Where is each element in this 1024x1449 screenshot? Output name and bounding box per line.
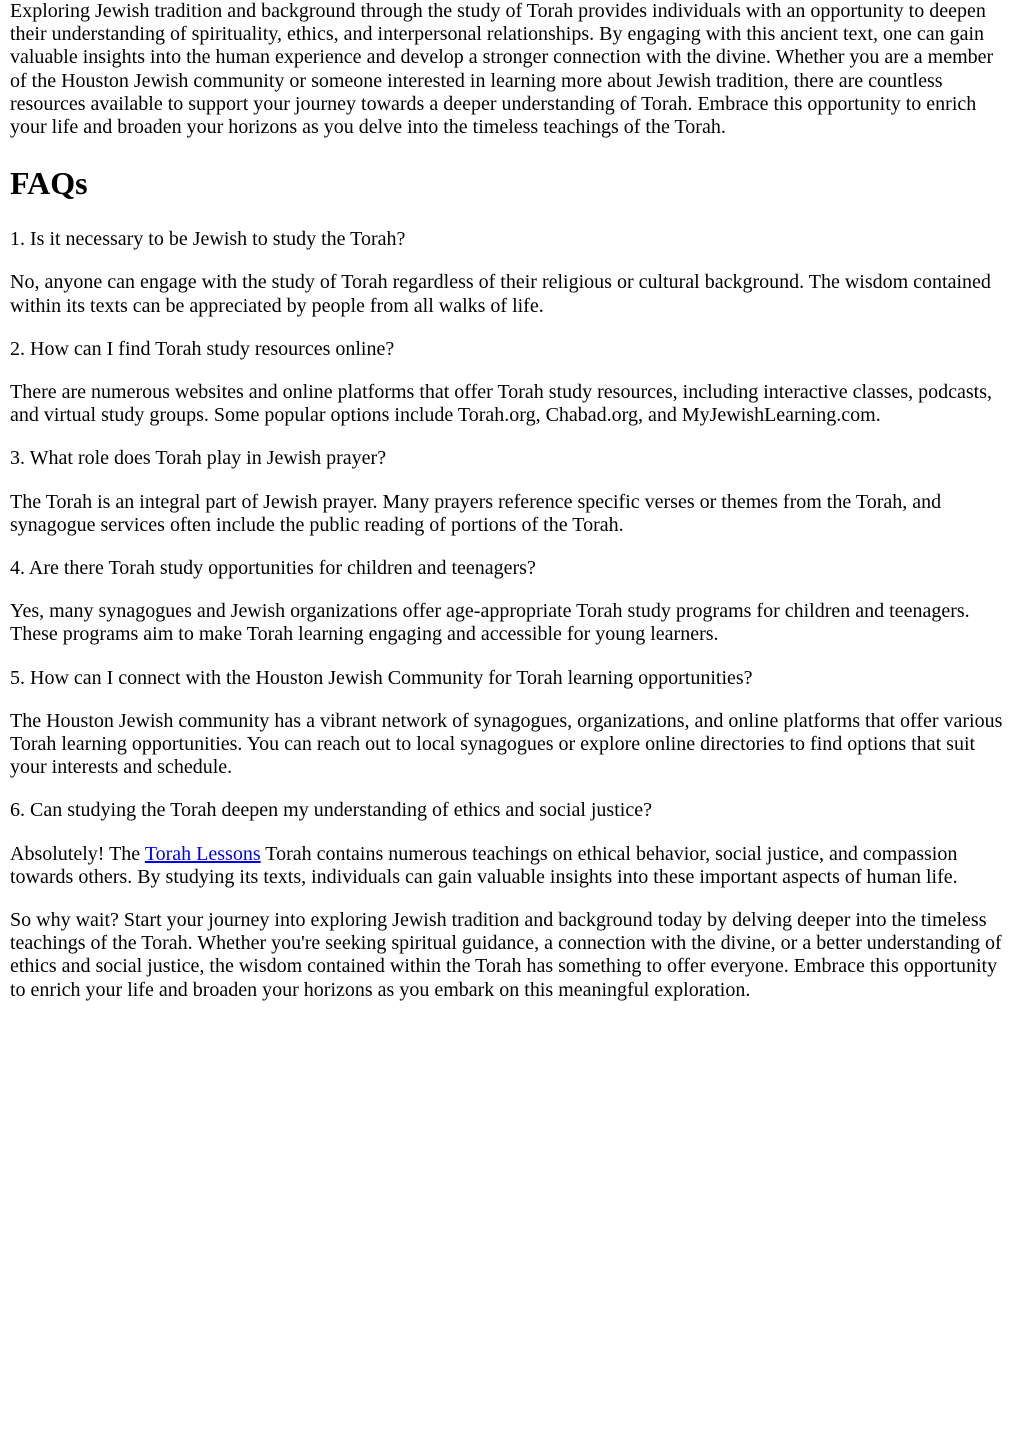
faq-heading: FAQs [10, 165, 88, 202]
faq-question-4: 4. Are there Torah study opportunities for children and teenagers? [10, 557, 536, 580]
faq-answer-6 [10, 843, 1014, 889]
faq-answer-3: The Torah is an integral part of Jewish prayer. Many prayers reference specific verses or themes from the Torah, and synagogue services often include the public reading of portions of the Torah. [10, 490, 942, 536]
faq-answer-6-suffix: Torah contains numerous teachings on ethical behavior, social justice, and compassion towards others. By studying its texts, individuals can gain valuable insights into these important aspects of human life. [10, 842, 958, 888]
faq-answer-6-prefix: Absolutely! The [10, 842, 145, 865]
faq-answer-1: No, anyone can engage with the study of Torah regardless of their religious or cultural background. The wisdom contained within its texts can be appreciated by people from all walks of life. [10, 271, 991, 317]
faq-question-3: 3. What role does Torah play in Jewish prayer? [10, 447, 387, 470]
intro-paragraph: Exploring Jewish tradition and background through the study of Torah provides individuals with an opportunity to deepen their understanding of spirituality, ethics, and interpersonal relationships. By engaging with this ancient text, one can gain valuable insights into the human experience and develop a stronger connection with the divine. Whether you are a member of the Houston Jewish community or someone interested in learning more about Jewish tradition, there are countless resources available to support your journey towards a deeper understanding of Torah. Embrace this opportunity to enrich your life and broaden your horizons as you delve into the timeless teachings of the Torah. [10, 0, 994, 139]
closing-paragraph: So why wait? Start your journey into exploring Jewish tradition and background today by delving deeper into the timeless teachings of the Torah. Whether you're seeking spiritual guidance, a connection with the divine, or a better understanding of ethics and social justice, the wisdom contained within the Torah has something to offer everyone. Embrace this opportunity to enrich your life and broaden your horizons as you embark on this meaningful exploration. [10, 909, 1002, 1001]
faq-answer-4: Yes, many synagogues and Jewish organizations offer age-appropriate Torah study programs for children and teenagers. These programs aim to make Torah learning engaging and accessible for young learners. [10, 600, 970, 646]
faq-question-5: 5. How can I connect with the Houston Jewish Community for Torah learning opportunities? [10, 666, 753, 689]
faq-answer-2: There are numerous websites and online platforms that offer Torah study resources, including interactive classes, podcasts, and virtual study groups. Some popular options include Torah.org, Chabad.org, and MyJewishLearning.com. [10, 381, 993, 427]
faq-answer-5: The Houston Jewish community has a vibrant network of synagogues, organizations, and online platforms that offer various Torah learning opportunities. You can reach out to local synagogues or explore online directories to find options that suit your interests and schedule. [10, 709, 1003, 779]
faq-question-6: 6. Can studying the Torah deepen my understanding of ethics and social justice? [10, 799, 652, 822]
torah-lessons-link[interactable]: Torah Lessons [144, 842, 261, 865]
faq-question-1: 1. Is it necessary to be Jewish to study the Torah? [10, 228, 406, 251]
faq-question-2: 2. How can I find Torah study resources online? [10, 337, 395, 360]
